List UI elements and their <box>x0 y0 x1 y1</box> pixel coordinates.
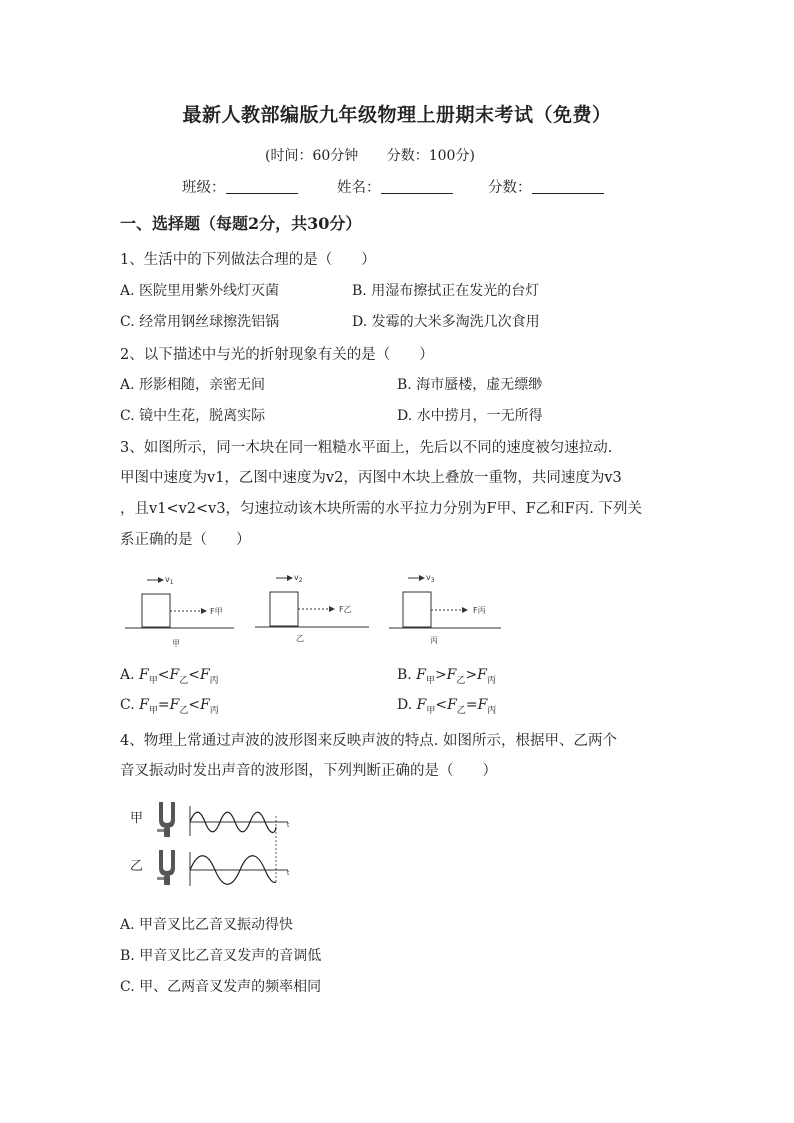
panel-caption-3: 丙 <box>430 636 438 645</box>
question-4-option-a[interactable]: A. 甲音叉比乙音叉振动得快 <box>120 917 294 933</box>
label-jia: 甲 <box>130 811 144 826</box>
wood-block <box>270 592 298 626</box>
question-4-line-1: 4、物理上常通过声波的波形图来反映声波的特点. 如图所示，根据甲、乙两个 <box>120 733 617 749</box>
score-field[interactable] <box>488 176 604 197</box>
question-3-option-d[interactable]: D. $F_甲<F_乙=F_丙$ <box>397 697 497 716</box>
time-axis-label-bottom: t <box>287 870 290 877</box>
question-3-line-4: 系正确的是（ ） <box>120 532 251 548</box>
wood-block <box>403 592 431 627</box>
question-1-option-b[interactable]: B. 用湿布擦拭正在发光的台灯 <box>352 283 540 299</box>
name-blank[interactable] <box>381 179 453 194</box>
section-heading: 一、选择题（每题2分，共30分） <box>120 214 362 233</box>
score-blank[interactable] <box>532 179 604 194</box>
panel-caption-1: 甲 <box>172 639 180 648</box>
class-field[interactable] <box>182 176 298 197</box>
name-field[interactable] <box>337 176 453 197</box>
time-limit: (时间：60分钟 <box>265 148 359 164</box>
panel-caption-2: 乙 <box>296 634 304 643</box>
exam-meta <box>265 145 475 165</box>
score-label: 分数： <box>488 180 532 196</box>
question-3-option-c[interactable]: C. $F_甲=F_乙<F_丙$ <box>120 697 219 716</box>
question-1-stem: 1、生活中的下列做法合理的是（ ） <box>120 252 376 268</box>
wood-block <box>142 594 170 627</box>
question-2-option-b[interactable]: B. 海市蜃楼，虚无缥缈 <box>397 377 543 393</box>
question-1-option-d[interactable]: D. 发霉的大米多淘洗几次食用 <box>352 314 540 330</box>
question-1-option-c[interactable]: C. 经常用钢丝球擦洗铝锅 <box>120 314 280 330</box>
question-3-line-2: 甲图中速度为v1，乙图中速度为v2，丙图中木块上叠放一重物，共同速度为v3 <box>120 470 622 486</box>
tuning-fork-icon <box>157 802 175 837</box>
question-1-option-a[interactable]: A. 医院里用紫外线灯灭菌 <box>120 283 280 299</box>
question-3-line-1: 3、如图所示，同一木块在同一粗糙水平面上，先后以不同的速度被匀速拉动. <box>120 440 613 456</box>
total-score: 分数：100分) <box>386 148 475 164</box>
velocity-label-2: $v_2$ <box>294 573 303 584</box>
force-label-1: F甲 <box>210 607 223 616</box>
class-label: 班级： <box>182 180 226 196</box>
force-label-3: F丙 <box>473 606 486 615</box>
question-4-line-2: 音叉振动时发出声音的波形图，下列判断正确的是（ ） <box>120 763 497 779</box>
page-title: 最新人教部编版九年级物理上册期末考试（免费） <box>182 104 612 126</box>
figure-panel-yi <box>255 573 369 643</box>
figure-panel-bing <box>389 573 501 645</box>
class-blank[interactable] <box>226 179 298 194</box>
tuning-fork-figure <box>126 798 306 890</box>
velocity-label-3: $v_3$ <box>426 573 435 584</box>
question-2-stem: 2、以下描述中与光的折射现象有关的是（ ） <box>120 347 434 363</box>
label-yi: 乙 <box>130 859 144 874</box>
question-4-option-c[interactable]: C. 甲、乙两音叉发声的频率相同 <box>120 979 322 995</box>
name-label: 姓名： <box>337 180 381 196</box>
time-axis-label-top: t <box>287 822 290 829</box>
question-3-option-b[interactable]: B. $F_甲>F_乙>F_丙$ <box>397 667 496 686</box>
question-4-option-b[interactable]: B. 甲音叉比乙音叉发声的音调低 <box>120 948 322 964</box>
question-2-option-c[interactable]: C. 镜中生花，脱离实际 <box>120 408 266 424</box>
velocity-label-1: $v_1$ <box>165 575 174 586</box>
figure-panel-jia <box>125 575 234 648</box>
block-pull-figure <box>118 570 508 652</box>
question-3-option-a[interactable]: A. $F_甲<F_乙<F_丙$ <box>120 667 219 686</box>
tuning-fork-icon <box>157 850 175 885</box>
question-2-option-a[interactable]: A. 形影相随，亲密无间 <box>120 377 266 393</box>
question-2-option-d[interactable]: D. 水中捞月，一无所得 <box>397 408 543 424</box>
force-label-2: F乙 <box>339 605 352 614</box>
question-3-line-3: ，且v1<v2<v3，匀速拉动该木块所需的水平拉力分别为F甲、F乙和F丙. 下列关 <box>120 501 642 517</box>
